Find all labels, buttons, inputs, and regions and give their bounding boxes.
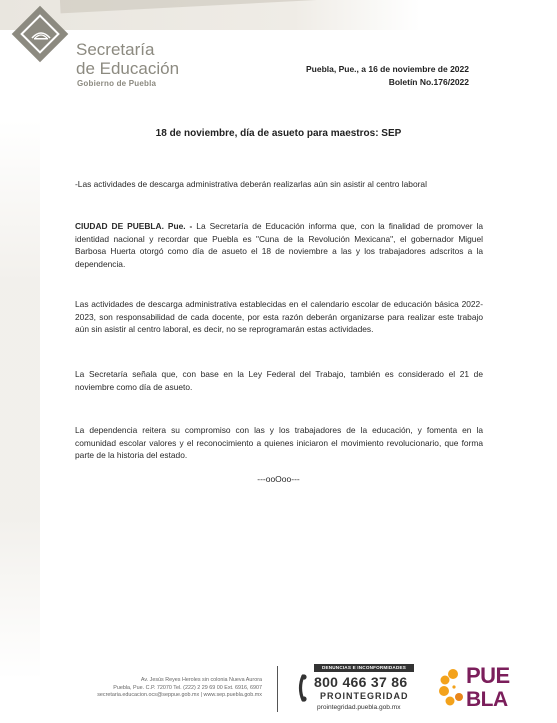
closing-mark: ---ooOoo--- [257,474,300,484]
bulletin-info [306,63,469,89]
org-title [76,40,179,78]
place-date: Puebla, Pue., a 16 de noviembre de 2022 [306,64,469,74]
subheadline: -Las actividades de descarga administrativa deberán realizarlas aún sin asistir al centro laboral [75,179,427,189]
background-side-band [0,120,40,680]
paragraph-3: La Secretaría señala que, con base en la Ley Federal del Trabajo, también es considerado el 21 de noviembre como día de asueto. [75,369,483,392]
footer-divider [277,666,278,712]
puebla-brand-bottom: BLA [466,688,508,711]
org-subtitle: Gobierno de Puebla [77,79,157,88]
address-line-3: secretaria.educacion.ocs@seppue.gob.mx | www.sep.puebla.gob.mx [97,692,262,698]
hotline-number: 800 466 37 86 [314,674,408,690]
address-line-2: Puebla, Pue. C.P. 72070 Tel. (222) 2 29 69 00 Ext. 6916, 6907 [113,684,262,691]
sep-logo-mark-icon [30,26,52,44]
org-title-line1: Secretaría [76,40,155,59]
puebla-flower-icon [437,666,467,710]
phone-icon [297,674,315,702]
bulletin-number: Boletín No.176/2022 [388,77,469,87]
paragraph-1-text: La Secretaría de Educación informa que, con la finalidad de promover la identidad nacional y recordar que Puebla es "Cuna de la Revolución Mexicana", el gobernador Miguel Barbosa Huerta otorgó como día de asueto el 18 de noviembre a las y los trabajadores adscritos a la dependencia. [75,221,484,269]
headline: 18 de noviembre, día de asueto para maestros: SEP [155,128,402,139]
program-url: prointegridad.puebla.gob.mx [317,704,401,711]
dateline: CIUDAD DE PUEBLA. Pue. - [75,221,193,231]
paragraph-2: Las actividades de descarga administrativa establecidas en el calendario escolar de educación básica 2022-2023, son responsabilidad de cada docente, por esta razón deberán organizarse para realizar este trabajo aún sin asistir al centro laboral, es decir, no se reprogramarán estas actividades. [75,299,483,334]
paragraph-1 [75,220,483,270]
address-line-1: Av. Jesús Reyes Heroles sin colonia Nueva Aurora [140,677,262,683]
org-title-line2: de Educación [76,59,180,78]
paragraph-4: La dependencia reitera su compromiso con las y los trabajadores de la educación, y fomenta en la comunidad escolar valores y el reconocimiento a quienes iniciaron el movimiento revolucionario, que forma parte de la historia del estado. [75,425,483,460]
footer-address [97,677,262,700]
program-name: PROINTEGRIDAD [320,691,409,701]
puebla-brand-top: PUE [466,663,510,688]
complaints-tag: DENUNCIAS E INCONFORMIDADES [314,664,414,672]
